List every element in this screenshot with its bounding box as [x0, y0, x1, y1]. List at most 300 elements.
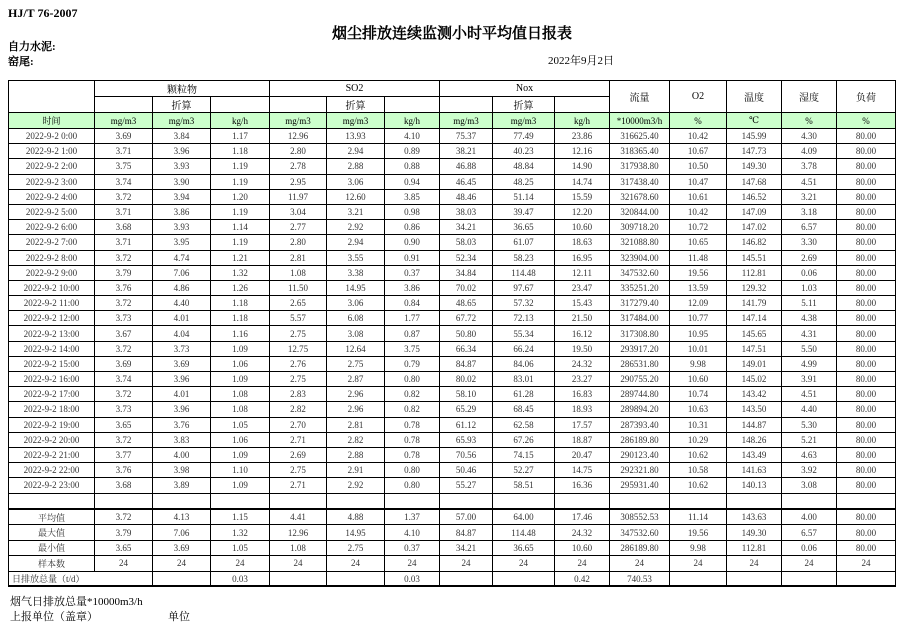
value-cell: 80.00 — [837, 250, 896, 265]
hourly-data-table — [8, 80, 896, 509]
value-cell: 289744.80 — [610, 387, 670, 402]
value-cell: 1.05 — [211, 417, 270, 432]
value-cell: 1.19 — [211, 174, 270, 189]
summary-value-cell: 24 — [270, 556, 327, 571]
unit-cell: mg/m3 — [493, 113, 555, 129]
value-cell: 1.19 — [211, 204, 270, 219]
value-cell: 1.18 — [211, 144, 270, 159]
header-o2: O2 — [670, 81, 727, 113]
value-cell: 309718.20 — [610, 220, 670, 235]
value-cell: 316625.40 — [610, 129, 670, 144]
table-row — [9, 432, 896, 447]
summary-label: 最小值 — [9, 540, 95, 555]
value-cell: 147.14 — [727, 311, 782, 326]
value-cell: 3.75 — [385, 341, 440, 356]
daily-total-cell — [153, 571, 211, 586]
value-cell: 80.00 — [837, 265, 896, 280]
time-cell: 2022-9-2 3:00 — [9, 174, 95, 189]
value-cell: 16.83 — [555, 387, 610, 402]
value-cell: 2.76 — [270, 356, 327, 371]
value-cell: 3.77 — [95, 447, 153, 462]
value-cell: 2.80 — [270, 144, 327, 159]
value-cell: 80.00 — [837, 447, 896, 462]
value-cell: 1.19 — [211, 159, 270, 174]
value-cell: 3.68 — [95, 478, 153, 493]
value-cell: 147.68 — [727, 174, 782, 189]
value-cell: 4.99 — [782, 356, 837, 371]
value-cell: 10.31 — [670, 417, 727, 432]
summary-value-cell: 7.06 — [153, 525, 211, 540]
value-cell: 140.13 — [727, 478, 782, 493]
company-name: 自力水泥: — [8, 41, 56, 53]
value-cell: 0.87 — [385, 326, 440, 341]
value-cell: 48.25 — [493, 174, 555, 189]
value-cell: 3.06 — [327, 174, 385, 189]
converted-label: 折算 — [327, 97, 385, 113]
value-cell: 84.87 — [440, 356, 493, 371]
time-cell: 2022-9-2 19:00 — [9, 417, 95, 432]
summary-value-cell: 24 — [327, 556, 385, 571]
value-cell: 3.96 — [153, 144, 211, 159]
summary-value-cell: 57.00 — [440, 510, 493, 525]
value-cell: 10.61 — [670, 189, 727, 204]
value-cell: 21.50 — [555, 311, 610, 326]
value-cell: 4.51 — [782, 387, 837, 402]
value-cell: 2.82 — [327, 432, 385, 447]
table-row — [9, 220, 896, 235]
time-cell: 2022-9-2 7:00 — [9, 235, 95, 250]
summary-value-cell: 24 — [493, 556, 555, 571]
value-cell: 0.86 — [385, 220, 440, 235]
value-cell: 1.18 — [211, 311, 270, 326]
value-cell: 114.48 — [493, 265, 555, 280]
value-cell: 50.80 — [440, 326, 493, 341]
value-cell: 68.45 — [493, 402, 555, 417]
value-cell: 3.86 — [153, 204, 211, 219]
summary-value-cell: 24 — [782, 556, 837, 571]
unit-cell: *10000m3/h — [610, 113, 670, 129]
value-cell: 80.00 — [837, 387, 896, 402]
value-cell: 0.80 — [385, 372, 440, 387]
value-cell: 320844.00 — [610, 204, 670, 219]
group-so2: SO2 — [270, 81, 440, 97]
value-cell: 80.00 — [837, 478, 896, 493]
summary-row — [9, 540, 896, 555]
value-cell: 293917.20 — [610, 341, 670, 356]
value-cell: 13.59 — [670, 280, 727, 295]
summary-label: 平均值 — [9, 510, 95, 525]
table-row — [9, 265, 896, 280]
summary-value-cell: 4.41 — [270, 510, 327, 525]
corner-cell — [9, 81, 95, 113]
value-cell: 4.01 — [153, 387, 211, 402]
value-cell: 0.94 — [385, 174, 440, 189]
empty-cell — [610, 493, 670, 508]
value-cell: 16.36 — [555, 478, 610, 493]
value-cell: 4.00 — [153, 447, 211, 462]
summary-value-cell: 4.10 — [385, 525, 440, 540]
value-cell: 3.98 — [153, 463, 211, 478]
summary-value-cell: 4.00 — [782, 510, 837, 525]
summary-value-cell: 0.06 — [782, 540, 837, 555]
value-cell: 3.72 — [95, 189, 153, 204]
empty-cell — [555, 97, 610, 113]
value-cell: 2.65 — [270, 296, 327, 311]
value-cell: 317484.00 — [610, 311, 670, 326]
value-cell: 19.56 — [670, 265, 727, 280]
value-cell: 0.91 — [385, 250, 440, 265]
value-cell: 0.78 — [385, 432, 440, 447]
value-cell: 0.82 — [385, 387, 440, 402]
value-cell: 24.32 — [555, 356, 610, 371]
footer-reporting-unit: 上报单位（盖章） — [10, 611, 98, 623]
summary-value-cell: 12.96 — [270, 525, 327, 540]
value-cell: 1.77 — [385, 311, 440, 326]
unit-cell: % — [782, 113, 837, 129]
time-cell: 2022-9-2 0:00 — [9, 129, 95, 144]
daily-total-cell — [782, 571, 837, 586]
value-cell: 84.06 — [493, 356, 555, 371]
value-cell: 2.94 — [327, 235, 385, 250]
empty-cell — [327, 493, 385, 508]
summary-value-cell: 0.37 — [385, 540, 440, 555]
value-cell: 14.90 — [555, 159, 610, 174]
value-cell: 0.84 — [385, 296, 440, 311]
empty-cell — [555, 493, 610, 508]
value-cell: 1.06 — [211, 356, 270, 371]
value-cell: 70.02 — [440, 280, 493, 295]
table-row — [9, 341, 896, 356]
value-cell: 80.00 — [837, 372, 896, 387]
table-row — [9, 417, 896, 432]
summary-label: 最大值 — [9, 525, 95, 540]
summary-value-cell: 3.69 — [153, 540, 211, 555]
table-row — [9, 280, 896, 295]
value-cell: 1.32 — [211, 265, 270, 280]
empty-cell — [270, 493, 327, 508]
value-cell: 2.75 — [270, 326, 327, 341]
summary-value-cell: 80.00 — [837, 525, 896, 540]
daily-total-cell: 0.03 — [385, 571, 440, 586]
summary-value-cell: 143.63 — [727, 510, 782, 525]
value-cell: 2.81 — [270, 250, 327, 265]
value-cell: 3.92 — [782, 463, 837, 478]
value-cell: 11.48 — [670, 250, 727, 265]
time-cell: 2022-9-2 20:00 — [9, 432, 95, 447]
summary-value-cell: 3.72 — [95, 510, 153, 525]
value-cell: 40.23 — [493, 144, 555, 159]
value-cell: 3.71 — [95, 204, 153, 219]
value-cell: 0.37 — [385, 265, 440, 280]
value-cell: 4.38 — [782, 311, 837, 326]
value-cell: 4.63 — [782, 447, 837, 462]
value-cell: 0.88 — [385, 159, 440, 174]
daily-total-cell — [327, 571, 385, 586]
value-cell: 80.00 — [837, 144, 896, 159]
footer-unit-label: 单位 — [168, 611, 190, 623]
value-cell: 2.82 — [270, 402, 327, 417]
value-cell: 3.73 — [95, 311, 153, 326]
unit-cell: % — [837, 113, 896, 129]
value-cell: 147.02 — [727, 220, 782, 235]
converted-label: 折算 — [493, 97, 555, 113]
header-temperature: 温度 — [727, 81, 782, 113]
value-cell: 38.21 — [440, 144, 493, 159]
summary-value-cell: 1.37 — [385, 510, 440, 525]
value-cell: 3.76 — [95, 280, 153, 295]
value-cell: 295931.40 — [610, 478, 670, 493]
value-cell: 80.00 — [837, 159, 896, 174]
value-cell: 1.20 — [211, 189, 270, 204]
value-cell: 97.67 — [493, 280, 555, 295]
summary-value-cell: 114.48 — [493, 525, 555, 540]
summary-value-cell: 84.87 — [440, 525, 493, 540]
summary-value-cell: 1.05 — [211, 540, 270, 555]
value-cell: 1.03 — [782, 280, 837, 295]
monitoring-location: 窑尾: — [8, 56, 34, 68]
value-cell: 2.83 — [270, 387, 327, 402]
group-particulate: 颗粒物 — [95, 81, 270, 97]
time-cell: 2022-9-2 8:00 — [9, 250, 95, 265]
value-cell: 80.00 — [837, 326, 896, 341]
value-cell: 2.95 — [270, 174, 327, 189]
summary-value-cell: 2.75 — [327, 540, 385, 555]
value-cell: 3.72 — [95, 250, 153, 265]
value-cell: 3.85 — [385, 189, 440, 204]
summary-value-cell: 17.46 — [555, 510, 610, 525]
daily-total-cell — [727, 571, 782, 586]
value-cell: 1.14 — [211, 220, 270, 235]
unit-cell: mg/m3 — [153, 113, 211, 129]
value-cell: 46.88 — [440, 159, 493, 174]
value-cell: 1.09 — [211, 478, 270, 493]
value-cell: 292321.80 — [610, 463, 670, 478]
value-cell: 4.09 — [782, 144, 837, 159]
value-cell: 129.32 — [727, 280, 782, 295]
value-cell: 19.50 — [555, 341, 610, 356]
time-cell: 2022-9-2 1:00 — [9, 144, 95, 159]
empty-cell — [670, 493, 727, 508]
value-cell: 55.34 — [493, 326, 555, 341]
value-cell: 10.01 — [670, 341, 727, 356]
converted-label: 折算 — [153, 97, 211, 113]
value-cell: 61.07 — [493, 235, 555, 250]
value-cell: 3.18 — [782, 204, 837, 219]
footer-flue-gas-total: 烟气日排放总量*10000m3/h — [10, 596, 143, 608]
time-cell: 2022-9-2 16:00 — [9, 372, 95, 387]
value-cell: 14.75 — [555, 463, 610, 478]
daily-total-cell: 0.03 — [211, 571, 270, 586]
summary-value-cell: 36.65 — [493, 540, 555, 555]
value-cell: 39.47 — [493, 204, 555, 219]
value-cell: 10.58 — [670, 463, 727, 478]
value-cell: 146.82 — [727, 235, 782, 250]
value-cell: 3.08 — [327, 326, 385, 341]
value-cell: 18.87 — [555, 432, 610, 447]
value-cell: 2.92 — [327, 220, 385, 235]
value-cell: 2.75 — [270, 463, 327, 478]
value-cell: 2.71 — [270, 432, 327, 447]
value-cell: 55.27 — [440, 478, 493, 493]
daily-total-row — [9, 571, 896, 586]
value-cell: 0.06 — [782, 265, 837, 280]
value-cell: 1.10 — [211, 463, 270, 478]
standard-code: HJ/T 76-2007 — [8, 6, 78, 20]
value-cell: 318365.40 — [610, 144, 670, 159]
value-cell: 149.01 — [727, 356, 782, 371]
value-cell: 34.84 — [440, 265, 493, 280]
value-cell: 321088.80 — [610, 235, 670, 250]
summary-value-cell: 149.30 — [727, 525, 782, 540]
time-cell: 2022-9-2 22:00 — [9, 463, 95, 478]
value-cell: 1.06 — [211, 432, 270, 447]
value-cell: 335251.20 — [610, 280, 670, 295]
value-cell: 147.09 — [727, 204, 782, 219]
value-cell: 3.65 — [95, 417, 153, 432]
value-cell: 3.95 — [153, 235, 211, 250]
value-cell: 0.82 — [385, 402, 440, 417]
value-cell: 3.76 — [153, 417, 211, 432]
value-cell: 3.89 — [153, 478, 211, 493]
summary-value-cell: 4.88 — [327, 510, 385, 525]
value-cell: 65.93 — [440, 432, 493, 447]
value-cell: 1.17 — [211, 129, 270, 144]
value-cell: 18.63 — [555, 235, 610, 250]
table-row — [9, 326, 896, 341]
value-cell: 14.74 — [555, 174, 610, 189]
value-cell: 0.98 — [385, 204, 440, 219]
value-cell: 289894.20 — [610, 402, 670, 417]
table-row — [9, 463, 896, 478]
value-cell: 10.65 — [670, 235, 727, 250]
value-cell: 15.59 — [555, 189, 610, 204]
time-cell: 2022-9-2 11:00 — [9, 296, 95, 311]
value-cell: 2.87 — [327, 372, 385, 387]
value-cell: 3.83 — [153, 432, 211, 447]
time-cell: 2022-9-2 10:00 — [9, 280, 95, 295]
value-cell: 1.09 — [211, 372, 270, 387]
value-cell: 4.01 — [153, 311, 211, 326]
value-cell: 2.94 — [327, 144, 385, 159]
summary-value-cell: 14.95 — [327, 525, 385, 540]
group-nox: Nox — [440, 81, 610, 97]
value-cell: 3.75 — [95, 159, 153, 174]
value-cell: 3.30 — [782, 235, 837, 250]
unit-cell: kg/h — [211, 113, 270, 129]
value-cell: 0.80 — [385, 478, 440, 493]
value-cell: 48.84 — [493, 159, 555, 174]
value-cell: 2.78 — [270, 159, 327, 174]
value-cell: 317308.80 — [610, 326, 670, 341]
summary-value-cell: 286189.80 — [610, 540, 670, 555]
value-cell: 141.79 — [727, 296, 782, 311]
value-cell: 143.42 — [727, 387, 782, 402]
table-row — [9, 174, 896, 189]
value-cell: 149.30 — [727, 159, 782, 174]
value-cell: 147.73 — [727, 144, 782, 159]
value-cell: 3.72 — [95, 432, 153, 447]
value-cell: 70.56 — [440, 447, 493, 462]
value-cell: 144.87 — [727, 417, 782, 432]
value-cell: 0.90 — [385, 235, 440, 250]
value-cell: 67.26 — [493, 432, 555, 447]
summary-value-cell: 24 — [153, 556, 211, 571]
value-cell: 290755.20 — [610, 372, 670, 387]
value-cell: 141.63 — [727, 463, 782, 478]
summary-value-cell: 6.57 — [782, 525, 837, 540]
value-cell: 0.78 — [385, 447, 440, 462]
value-cell: 1.16 — [211, 326, 270, 341]
time-cell: 2022-9-2 9:00 — [9, 265, 95, 280]
value-cell: 2.69 — [782, 250, 837, 265]
summary-row — [9, 556, 896, 571]
time-cell: 2022-9-2 18:00 — [9, 402, 95, 417]
unit-cell: kg/h — [385, 113, 440, 129]
value-cell: 10.77 — [670, 311, 727, 326]
value-cell: 50.46 — [440, 463, 493, 478]
value-cell: 4.31 — [782, 326, 837, 341]
value-cell: 286531.80 — [610, 356, 670, 371]
daily-total-cell — [440, 571, 493, 586]
value-cell: 12.96 — [270, 129, 327, 144]
value-cell: 2.88 — [327, 447, 385, 462]
value-cell: 34.21 — [440, 220, 493, 235]
value-cell: 2.81 — [327, 417, 385, 432]
value-cell: 2.80 — [270, 235, 327, 250]
value-cell: 0.79 — [385, 356, 440, 371]
time-cell: 2022-9-2 15:00 — [9, 356, 95, 371]
summary-value-cell: 19.56 — [670, 525, 727, 540]
summary-rows — [9, 510, 896, 587]
value-cell: 143.50 — [727, 402, 782, 417]
value-cell: 317279.40 — [610, 296, 670, 311]
unit-cell: mg/m3 — [440, 113, 493, 129]
unit-cell: ℃ — [727, 113, 782, 129]
table-row — [9, 447, 896, 462]
value-cell: 145.02 — [727, 372, 782, 387]
value-cell: 3.93 — [153, 159, 211, 174]
value-cell: 2.88 — [327, 159, 385, 174]
value-cell: 145.65 — [727, 326, 782, 341]
blank-separator-row — [9, 493, 896, 508]
time-cell: 2022-9-2 17:00 — [9, 387, 95, 402]
value-cell: 5.11 — [782, 296, 837, 311]
summary-row — [9, 510, 896, 525]
value-cell: 10.62 — [670, 447, 727, 462]
unit-cell: % — [670, 113, 727, 129]
summary-value-cell: 24 — [211, 556, 270, 571]
value-cell: 80.00 — [837, 341, 896, 356]
value-cell: 62.58 — [493, 417, 555, 432]
value-cell: 3.69 — [95, 356, 153, 371]
value-cell: 3.76 — [95, 463, 153, 478]
value-cell: 2.75 — [327, 356, 385, 371]
summary-value-cell: 1.08 — [270, 540, 327, 555]
header-load: 负荷 — [837, 81, 896, 113]
value-cell: 2.77 — [270, 220, 327, 235]
unit-cell: mg/m3 — [95, 113, 153, 129]
table-row — [9, 189, 896, 204]
summary-value-cell: 24 — [555, 556, 610, 571]
value-cell: 16.12 — [555, 326, 610, 341]
value-cell: 65.29 — [440, 402, 493, 417]
summary-value-cell: 4.13 — [153, 510, 211, 525]
summary-value-cell: 1.32 — [211, 525, 270, 540]
value-cell: 3.21 — [782, 189, 837, 204]
empty-cell — [385, 97, 440, 113]
value-cell: 1.19 — [211, 235, 270, 250]
summary-value-cell: 11.14 — [670, 510, 727, 525]
